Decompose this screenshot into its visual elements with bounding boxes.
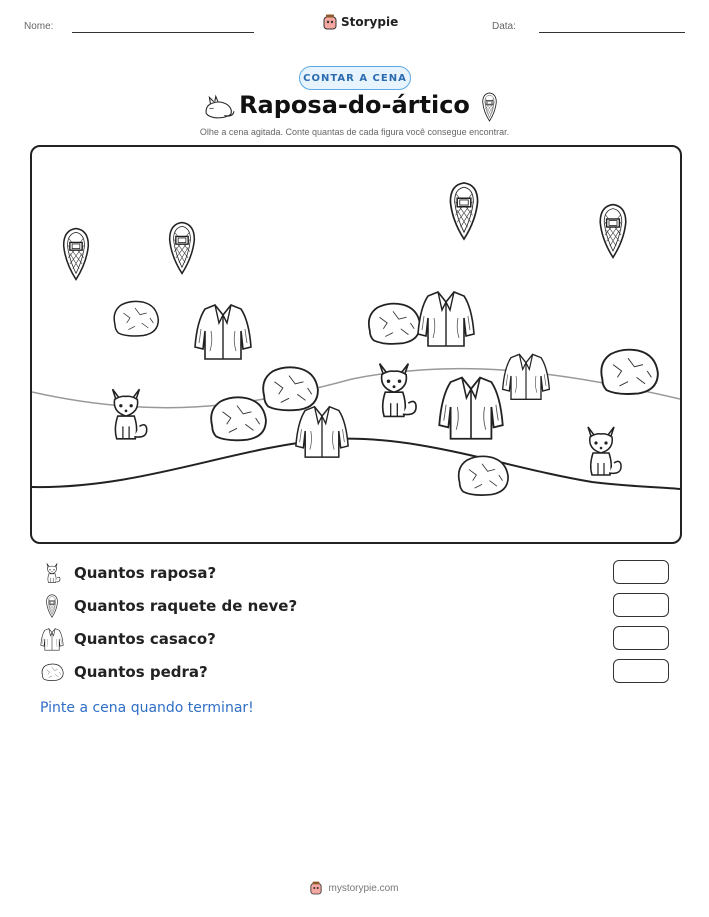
storypie-mascot-icon (310, 881, 322, 895)
question-fox (40, 561, 216, 585)
coat-icon (195, 305, 251, 359)
snowshoe-icon (170, 223, 195, 274)
coat-icon (503, 354, 550, 399)
name-label: Nome: (24, 21, 54, 32)
question-text: Quantos casaco? (74, 630, 216, 648)
rock-icon (114, 301, 158, 336)
snowshoe-icon (600, 205, 626, 258)
page-title: Raposa-do-ártico (239, 91, 470, 119)
question-text: Quantos raquete de neve? (74, 597, 298, 615)
coat-icon (296, 407, 348, 457)
question-text: Quantos raposa? (74, 564, 217, 582)
instructions-text: Olhe a cena agitada. Conte quantas de cada figura você consegue encontrar. (199, 127, 510, 137)
fox-icon (113, 389, 147, 439)
date-label: Data: (492, 21, 516, 32)
name-line[interactable] (72, 32, 254, 33)
answer-box-rock[interactable] (613, 659, 669, 683)
coat-icon (439, 378, 502, 439)
fox-icon (588, 427, 621, 475)
site-url: mystorypie.com (328, 882, 399, 894)
activity-badge: CONTAR A CENA (299, 66, 411, 90)
answer-box-fox[interactable] (613, 560, 669, 584)
question-coat (40, 627, 216, 651)
rock-icon (40, 660, 64, 684)
coloring-note: Pinte a cena quando terminar! (40, 700, 254, 716)
coat-icon (418, 292, 474, 346)
snow-hill-line-front (32, 439, 680, 489)
snowshoe-icon (450, 183, 477, 239)
question-rock (40, 660, 208, 684)
date-line[interactable] (539, 32, 685, 33)
snowshoe-icon (481, 92, 498, 122)
rock-icon (369, 304, 420, 344)
brand-name: Storypie (341, 15, 399, 29)
fox-icon (40, 561, 64, 585)
snowshoe-icon (40, 594, 64, 618)
answer-box-coat[interactable] (613, 626, 669, 650)
scene-illustration (32, 147, 680, 542)
scene-frame (30, 145, 682, 544)
rock-icon (459, 456, 508, 495)
fox-icon (380, 364, 416, 417)
question-snowshoe (40, 594, 297, 618)
rock-icon (211, 397, 266, 440)
question-text: Quantos pedra? (74, 663, 208, 681)
coat-icon (40, 627, 64, 651)
rock-icon (601, 350, 658, 394)
footer-brand (0, 881, 709, 895)
storypie-mascot-icon (323, 14, 337, 30)
brand-logo (323, 14, 398, 30)
rock-icon (263, 367, 318, 410)
snowshoe-icon (64, 229, 89, 280)
answer-box-snowshoe[interactable] (613, 593, 669, 617)
